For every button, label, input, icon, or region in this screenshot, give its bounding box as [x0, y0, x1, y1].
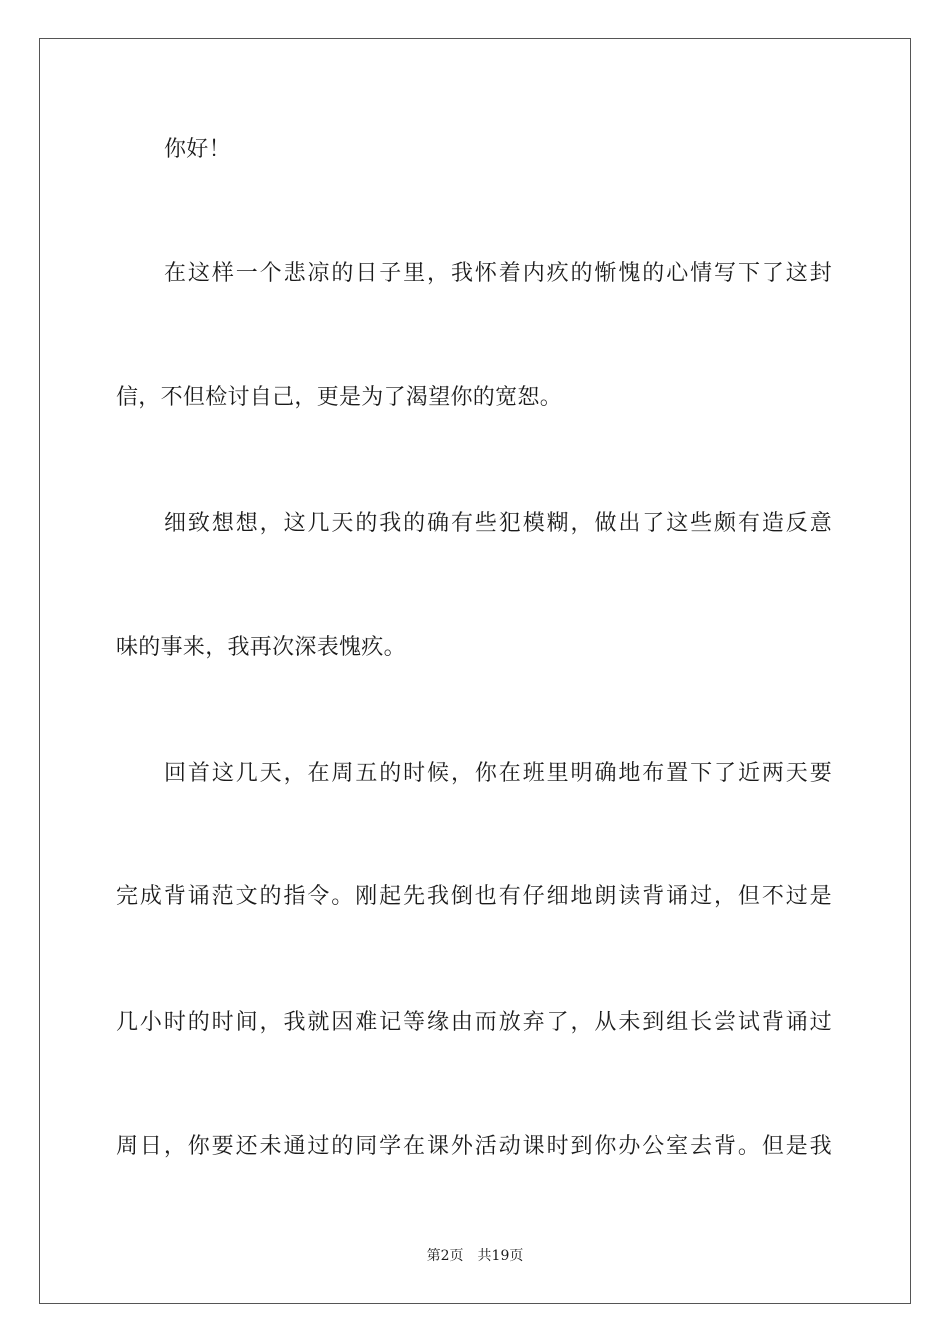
paragraph-3-line-3: 几小时的时间，我就因难记等缘由而放弃了，从未到组长尝试背诵过	[116, 1010, 832, 1035]
paragraph-3-line-1: 回首这几天，在周五的时候，你在班里明确地布置下了近两天要	[164, 761, 832, 786]
page-footer	[0, 1246, 950, 1266]
paragraph-1-line-1: 在这样一个悲凉的日子里，我怀着内疚的惭愧的心情写下了这封	[164, 261, 832, 286]
greeting-line: 你好！	[164, 137, 231, 162]
paragraph-2-line-2: 味的事来，我再次深表愧疚。	[116, 635, 406, 660]
paragraph-2-line-1: 细致想想，这几天的我的确有些犯模糊，做出了这些颇有造反意	[164, 511, 832, 536]
page-border	[39, 38, 911, 1304]
paragraph-3-line-2: 完成背诵范文的指令。刚起先我倒也有仔细地朗读背诵过，但不过是	[116, 884, 832, 909]
total-pages-label: 共19页	[477, 1248, 524, 1264]
paragraph-1-line-2: 信，不但检讨自己，更是为了渴望你的宽恕。	[116, 385, 563, 410]
paragraph-3-line-4: 周日，你要还未通过的同学在课外活动课时到你办公室去背。但是我	[116, 1134, 832, 1159]
page-number-label: 第2页	[426, 1248, 464, 1264]
